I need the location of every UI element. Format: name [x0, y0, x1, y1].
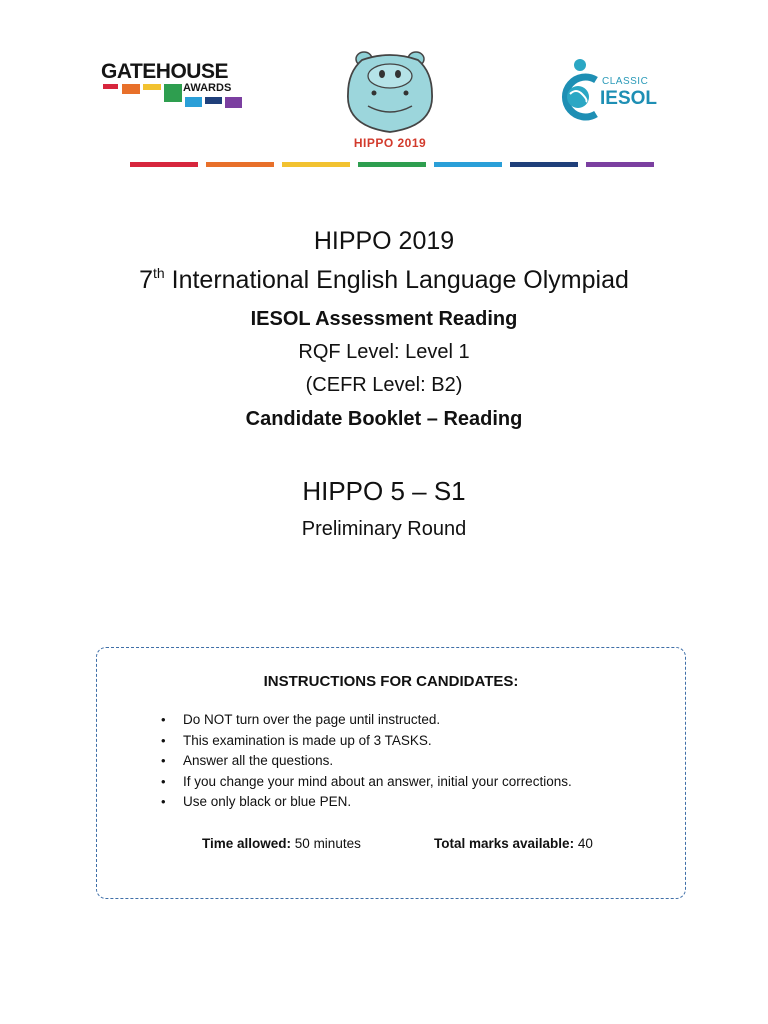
instruction-item: [161, 751, 572, 772]
instruction-text: Do NOT turn over the page until instructed.: [183, 712, 441, 727]
gatehouse-square-purple: [225, 97, 242, 108]
gatehouse-awards-logo: [101, 60, 246, 110]
time-allowed-value: 50 minutes: [294, 836, 361, 851]
round-name: Preliminary Round: [301, 518, 467, 540]
assessment-title: IESOL Assessment Reading: [250, 308, 518, 330]
olympiad-ordinal-suffix: th: [153, 264, 165, 281]
instruction-item: [161, 792, 572, 813]
iesol-wordmark: IESOL: [600, 88, 658, 109]
iesol-globe-icon: [556, 58, 602, 126]
total-marks: [434, 834, 593, 854]
instruction-text: If you change your mind about an answer, initial your corrections.: [183, 773, 572, 789]
iesol-classic-label: CLASSIC: [602, 76, 649, 87]
instructions-heading: INSTRUCTIONS FOR CANDIDATES:: [263, 673, 519, 690]
olympiad-ordinal-number: 7: [139, 266, 153, 294]
bullet-icon: •: [161, 732, 166, 748]
paper-code: HIPPO 5 – S1: [302, 476, 466, 506]
total-marks-label: Total marks available:: [434, 836, 575, 851]
rqf-level: RQF Level: Level 1: [298, 341, 470, 363]
hippo-mascot-icon: [340, 46, 440, 138]
gatehouse-square-green: [164, 84, 182, 102]
bullet-icon: •: [161, 794, 166, 809]
bullet-icon: •: [161, 773, 166, 789]
instructions-box: [96, 647, 686, 899]
bullet-icon: •: [161, 753, 166, 768]
instruction-item: [161, 731, 572, 752]
page-title: HIPPO 2019: [313, 227, 455, 255]
booklet-title: Candidate Booklet – Reading: [245, 408, 523, 430]
instruction-text: Use only black or blue PEN.: [183, 794, 352, 809]
gatehouse-square-orange: [122, 84, 140, 94]
time-allowed-label: Time allowed:: [202, 836, 292, 851]
color-stripe-segment: [206, 162, 274, 167]
gatehouse-square-navy: [205, 97, 222, 104]
instruction-item: [161, 710, 572, 731]
gatehouse-logo-sub: AWARDS: [183, 82, 232, 94]
total-marks-value: 40: [577, 836, 593, 851]
time-allowed: [202, 834, 361, 854]
color-stripe-segment: [282, 162, 350, 167]
bullet-icon: •: [161, 712, 166, 727]
hippo-2019-logo: [340, 46, 440, 154]
instruction-text: Answer all the questions.: [183, 753, 334, 768]
color-stripe-bar: [130, 162, 655, 167]
gatehouse-square-red: [103, 84, 118, 89]
color-stripe-segment: [434, 162, 502, 167]
cefr-level: (CEFR Level: B2): [305, 374, 463, 396]
olympiad-name: International English Language Olympiad: [164, 266, 629, 294]
classic-iesol-logo: [556, 58, 666, 126]
color-stripe-segment: [510, 162, 578, 167]
instructions-list: [161, 710, 572, 813]
gatehouse-square-yellow: [143, 84, 161, 90]
gatehouse-square-blue: [185, 97, 202, 107]
color-stripe-segment: [586, 162, 654, 167]
gatehouse-logo-word: GATEHOUSE: [101, 60, 228, 83]
olympiad-title: [0, 265, 768, 295]
color-stripe-segment: [130, 162, 198, 167]
hippo-logo-caption: HIPPO 2019: [353, 136, 427, 150]
color-stripe-segment: [358, 162, 426, 167]
instruction-item: [161, 772, 572, 793]
instruction-text: This examination is made up of 3 TASKS.: [183, 732, 432, 748]
